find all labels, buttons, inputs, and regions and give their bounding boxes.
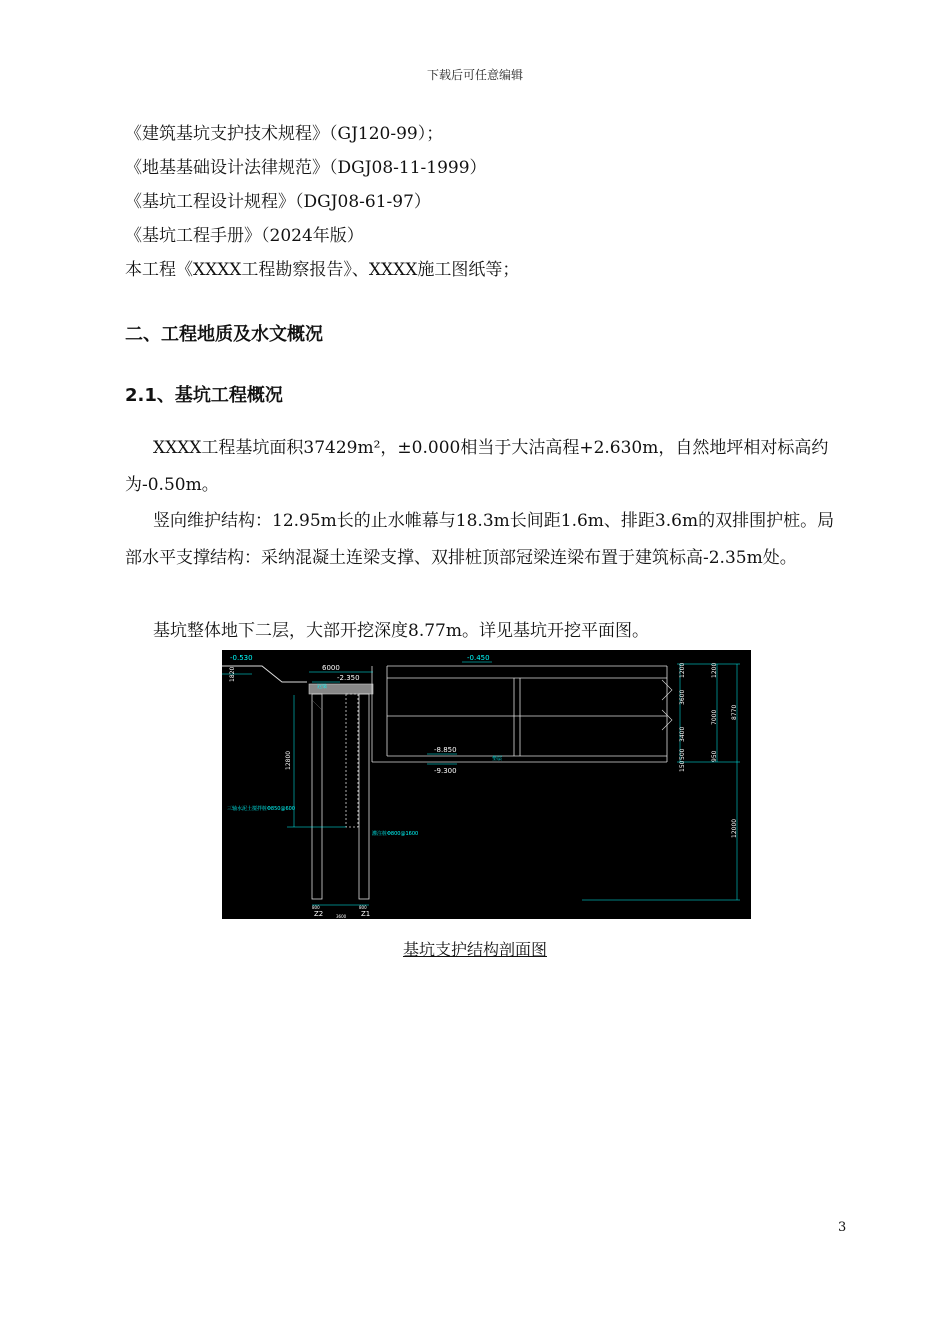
section-heading: 二、工程地质及水文概况 — [125, 324, 323, 345]
note-label: 三轴水泥土搅拌桩Φ850@600 — [227, 806, 296, 812]
dimension-label: 6000 — [322, 664, 340, 672]
dimension-label: 8770 — [731, 704, 738, 720]
dimension-label: 7000 — [711, 709, 718, 725]
section-drawing — [222, 650, 751, 919]
elevation-label: -8.850 — [434, 746, 457, 754]
slab-label: 垫层 — [492, 756, 503, 762]
dimension-label: 3600 — [679, 689, 686, 705]
reference-line: 《建筑基坑支护技术规程》（GJ120-99）； — [125, 124, 444, 144]
figure-caption — [0, 937, 950, 960]
reference-line: 《地基基础设计法律规范》（DGJ08-11-1999） — [125, 158, 487, 178]
dimension-label: 800 — [312, 905, 320, 910]
beam-label: 冠梁 — [317, 684, 328, 690]
dimension-label: 800 — [359, 905, 367, 910]
elevation-label: -9.300 — [434, 767, 457, 775]
dimension-label: 150 — [679, 760, 686, 772]
elevation-label: -0.450 — [467, 654, 490, 662]
subsection-heading: 2.1、基坑工程概况 — [125, 385, 283, 406]
note-label: 灌注桩Φ800@1600 — [372, 831, 419, 837]
dimension-label: 500 — [679, 748, 686, 760]
elevation-label: -2.350 — [337, 674, 360, 682]
dimension-label: 1200 — [711, 662, 718, 678]
dimension-label: 3600 — [336, 914, 347, 919]
page-header: 下载后可任意编辑 — [426, 68, 523, 82]
paragraph: 竖向维护结构：12.95m长的止水帷幕与18.3m长间距1.6m、排距3.6m的双排围护桩。局部水平支撑结构：采纳混凝土连梁支撑、双排桩顶部冠梁连梁布置于建筑标高-2.35m处。 — [125, 511, 835, 568]
dimension-label: 950 — [711, 750, 718, 762]
paragraph: XXXX工程基坑面积37429m²，±0.000相当于大沽高程+2.630m，自然地坪相对标高约为-0.50m。 — [125, 438, 829, 495]
dimension-label: 1200 — [679, 662, 686, 678]
dimension-label: 3400 — [679, 726, 686, 742]
reference-line: 《基坑工程设计规程》（DGJ08-61-97） — [125, 192, 431, 212]
dimension-label: 1820 — [229, 666, 236, 682]
reference-line: 本工程《XXXX工程勘察报告》、XXXX施工图纸等； — [125, 260, 520, 280]
paragraph: 基坑整体地下二层，大部开挖深度8.77m。详见基坑开挖平面图。 — [153, 621, 649, 641]
pile-label: Z2 — [314, 910, 324, 918]
pile-label: Z1 — [361, 910, 371, 918]
dimension-label: 12800 — [285, 750, 292, 770]
page-number: 3 — [838, 1220, 847, 1235]
figure-caption-text: 基坑支护结构剖面图 — [402, 940, 547, 959]
reference-line: 《基坑工程手册》（2024年版） — [125, 226, 364, 246]
elevation-label: -0.530 — [230, 654, 253, 662]
dimension-label: 12000 — [731, 818, 738, 838]
